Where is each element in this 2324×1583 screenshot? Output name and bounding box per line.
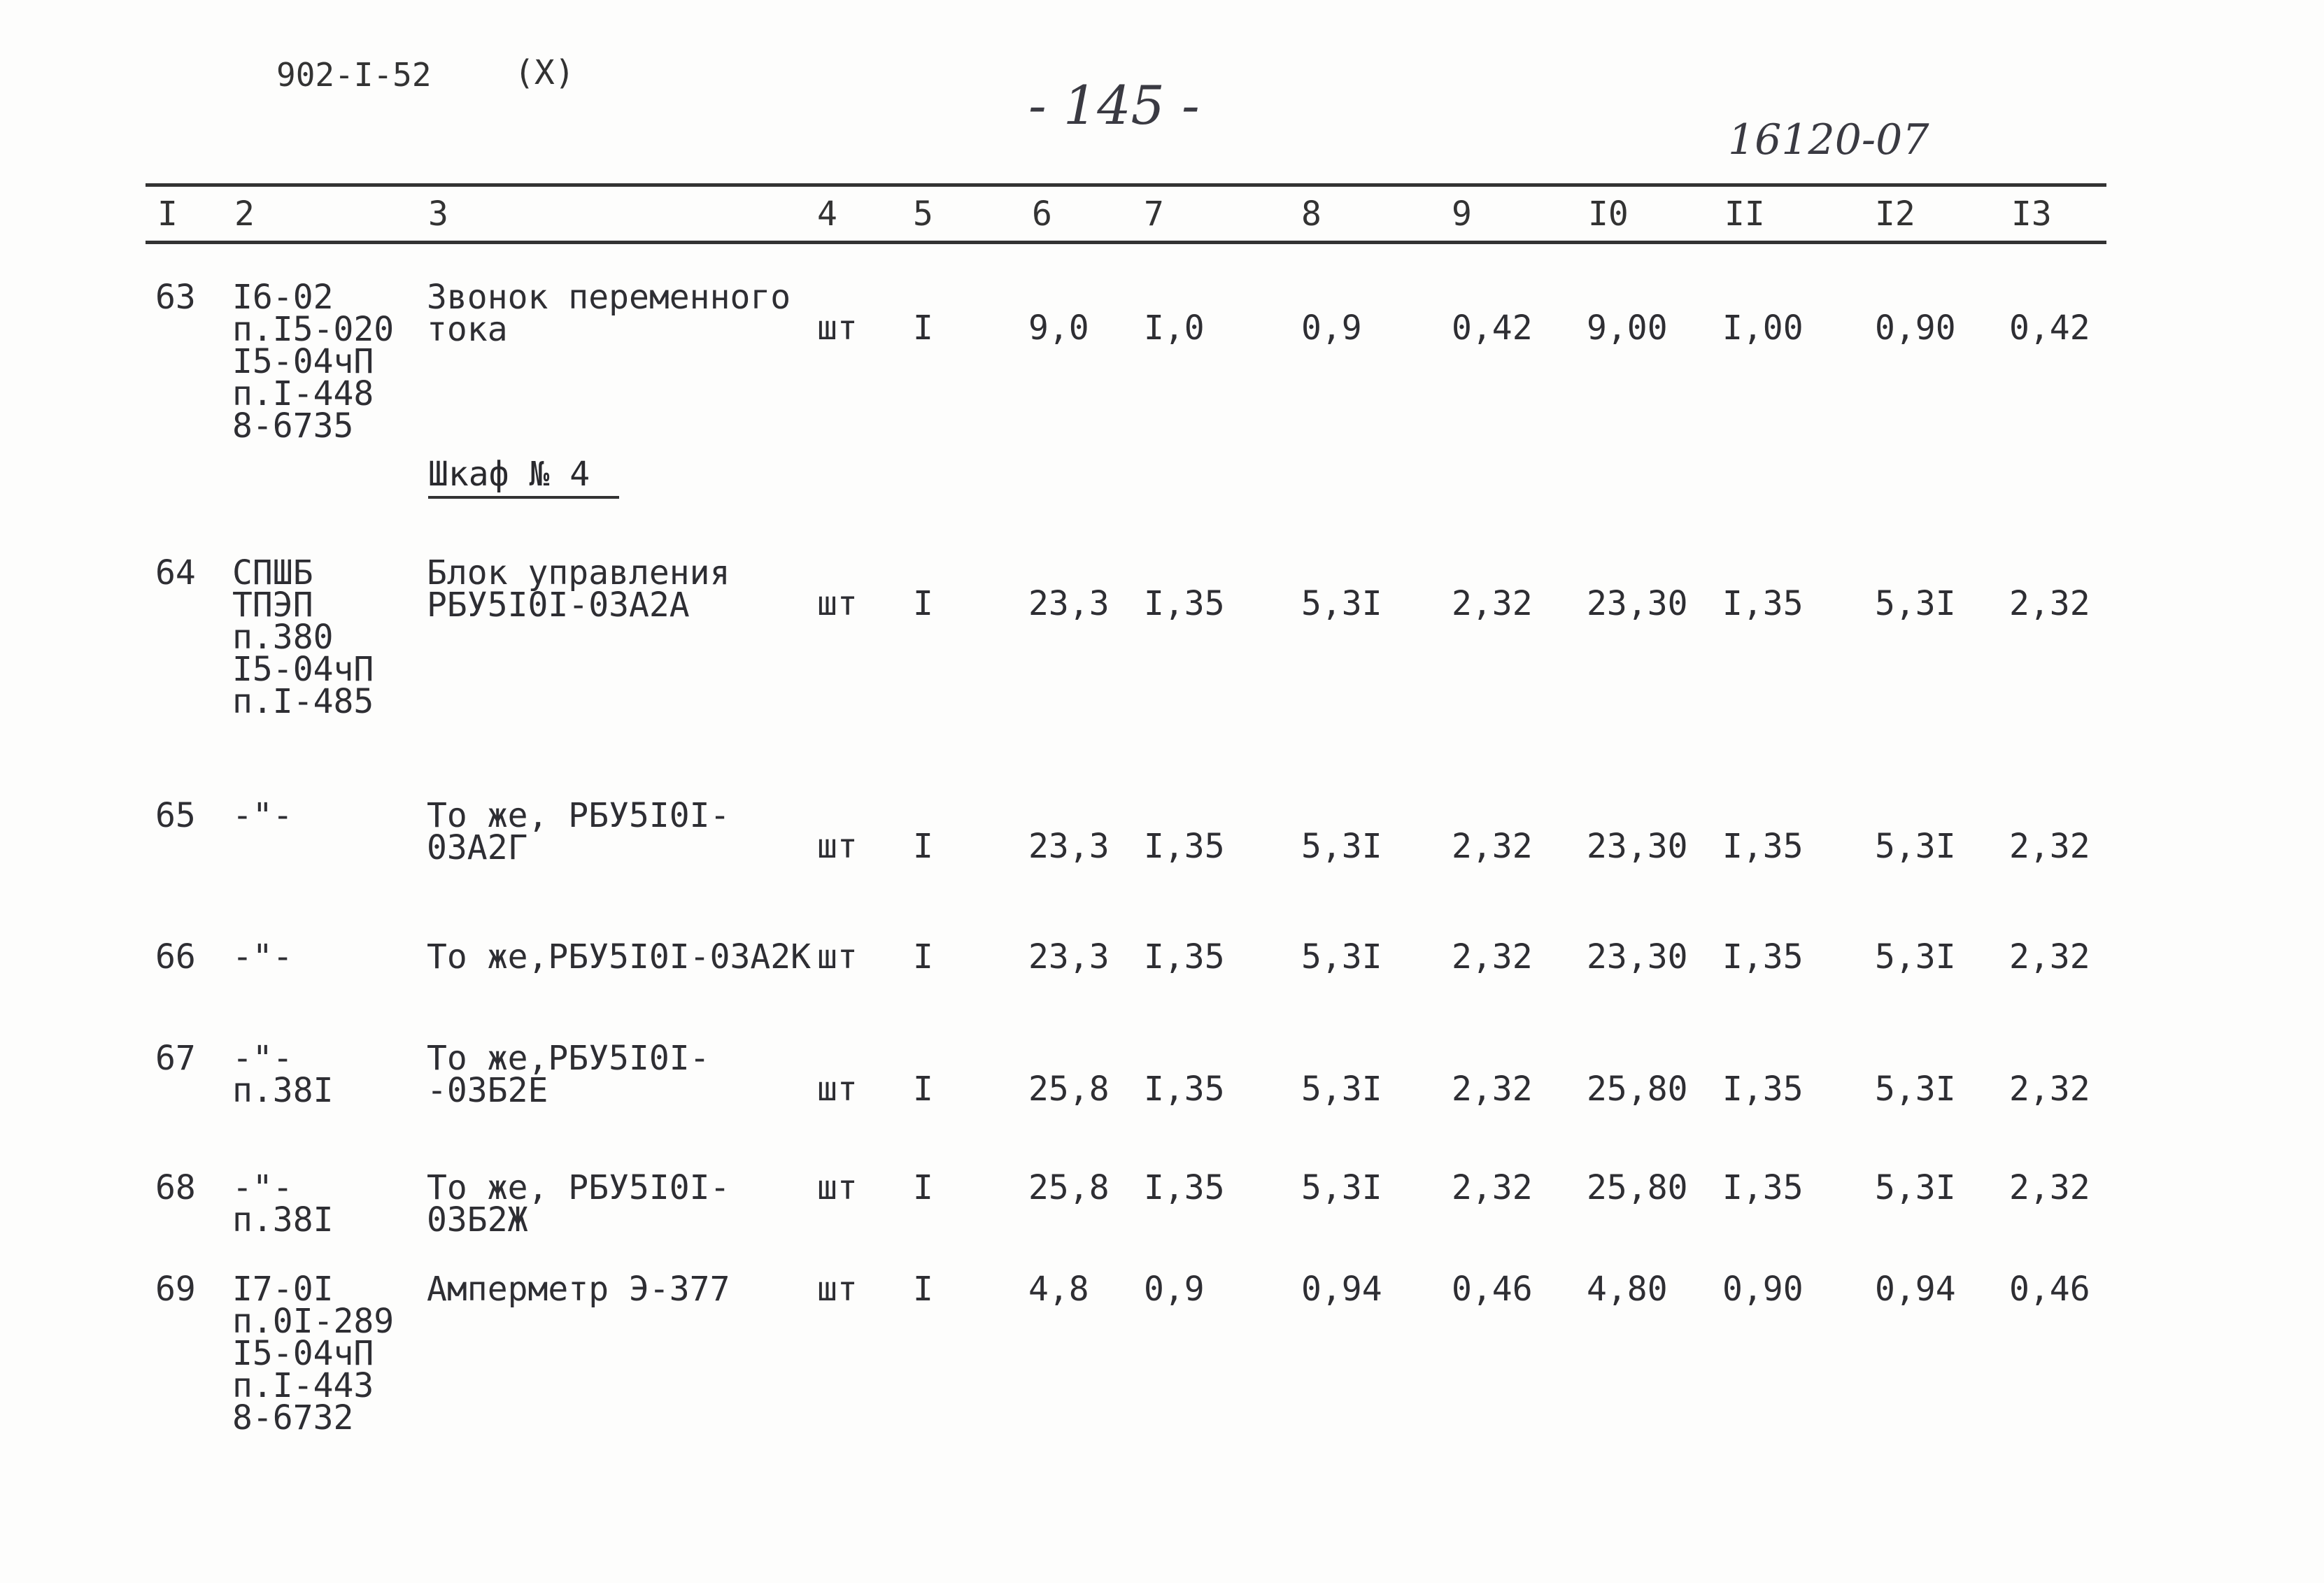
row-unit: шт — [817, 827, 858, 866]
row-name: То же,РБУ5I0I-03А2К — [427, 937, 812, 977]
row-col-13: 2,32 — [2009, 937, 2090, 977]
row-col-7: I,35 — [1144, 584, 1225, 623]
row-col-10: 4,80 — [1587, 1270, 1668, 1309]
row-unit: шт — [817, 584, 858, 623]
row-col-9: 2,32 — [1452, 827, 1533, 866]
row-col-13: 2,32 — [2009, 584, 2090, 623]
row-col-9: 0,46 — [1452, 1270, 1533, 1309]
column-header-9: 9 — [1452, 194, 1472, 234]
row-name: Звонок переменного тока — [427, 278, 791, 349]
row-col-11: I,00 — [1722, 308, 1804, 348]
row-col-9: 0,42 — [1452, 308, 1533, 348]
row-col-10: 25,80 — [1587, 1168, 1688, 1207]
column-header-12: I2 — [1875, 194, 1915, 234]
row-quantity: I — [913, 1270, 933, 1309]
section-title: Шкаф № 4 — [428, 458, 619, 499]
row-col-11: 0,90 — [1722, 1270, 1804, 1309]
row-col-13: 0,46 — [2009, 1270, 2090, 1309]
row-col-9: 2,32 — [1452, 937, 1533, 977]
reference-number: 16120-07 — [1728, 115, 1929, 164]
row-unit: шт — [817, 1168, 858, 1207]
column-header-13: I3 — [2011, 194, 2052, 234]
row-col-7: I,35 — [1144, 937, 1225, 977]
row-col-13: 2,32 — [2009, 1070, 2090, 1109]
row-col-6: 23,3 — [1028, 827, 1110, 866]
row-col-11: I,35 — [1722, 584, 1804, 623]
row-number: 66 — [155, 937, 196, 977]
table-header-rule — [146, 241, 2106, 244]
row-col-9: 2,32 — [1452, 1168, 1533, 1207]
column-header-2: 2 — [234, 194, 255, 234]
row-col-7: 0,9 — [1144, 1270, 1205, 1309]
row-col-8: 5,3I — [1301, 1168, 1382, 1207]
row-col-7: I,35 — [1144, 1168, 1225, 1207]
document-code: 902-I-52 — [276, 56, 432, 94]
row-number: 63 — [155, 278, 196, 317]
row-col-12: 5,3I — [1875, 584, 1956, 623]
row-unit: шт — [817, 308, 858, 348]
row-col-9: 2,32 — [1452, 1070, 1533, 1109]
row-col-13: 2,32 — [2009, 1168, 2090, 1207]
document-mark: (X) — [514, 53, 575, 92]
row-name: То же, РБУ5I0I- 03А2Г — [427, 796, 730, 867]
row-col-10: 25,80 — [1587, 1070, 1688, 1109]
column-header-8: 8 — [1301, 194, 1322, 234]
column-header-7: 7 — [1144, 194, 1164, 234]
row-col-8: 5,3I — [1301, 584, 1382, 623]
row-col-7: I,35 — [1144, 827, 1225, 866]
row-col-7: I,0 — [1144, 308, 1205, 348]
row-col-10: 23,30 — [1587, 827, 1688, 866]
row-name: То же, РБУ5I0I- 03Б2Ж — [427, 1168, 730, 1240]
column-header-1: I — [157, 194, 178, 234]
row-col-10: 9,00 — [1587, 308, 1668, 348]
row-number: 68 — [155, 1168, 196, 1207]
row-number: 65 — [155, 796, 196, 835]
row-unit: шт — [817, 937, 858, 977]
row-col-6: 25,8 — [1028, 1168, 1110, 1207]
row-number: 64 — [155, 553, 196, 592]
row-col-6: 4,8 — [1028, 1270, 1089, 1309]
row-col-8: 5,3I — [1301, 937, 1382, 977]
row-col-13: 2,32 — [2009, 827, 2090, 866]
row-unit: шт — [817, 1270, 858, 1309]
row-col-12: 5,3I — [1875, 1168, 1956, 1207]
row-col-10: 23,30 — [1587, 584, 1688, 623]
row-col-8: 0,94 — [1301, 1270, 1382, 1309]
row-quantity: I — [913, 937, 933, 977]
column-header-4: 4 — [817, 194, 837, 234]
row-reference: I6-02 п.I5-020 I5-04чП п.I-448 8-6735 — [232, 278, 395, 446]
row-col-6: 23,3 — [1028, 584, 1110, 623]
row-col-10: 23,30 — [1587, 937, 1688, 977]
row-col-12: 5,3I — [1875, 937, 1956, 977]
row-reference: I7-0I п.0I-289 I5-04чП п.I-443 8-6732 — [232, 1270, 395, 1438]
row-quantity: I — [913, 584, 933, 623]
row-quantity: I — [913, 1070, 933, 1109]
row-reference: -"- — [232, 796, 293, 835]
row-col-8: 0,9 — [1301, 308, 1362, 348]
row-quantity: I — [913, 827, 933, 866]
row-col-6: 9,0 — [1028, 308, 1089, 348]
row-name: Амперметр Э-377 — [427, 1270, 730, 1309]
column-header-6: 6 — [1032, 194, 1052, 234]
row-col-12: 0,94 — [1875, 1270, 1956, 1309]
row-col-9: 2,32 — [1452, 584, 1533, 623]
row-quantity: I — [913, 308, 933, 348]
row-number: 69 — [155, 1270, 196, 1309]
row-col-6: 25,8 — [1028, 1070, 1110, 1109]
row-col-11: I,35 — [1722, 1070, 1804, 1109]
row-reference: СПШБ ТПЭП п.380 I5-04чП п.I-485 — [232, 553, 374, 721]
row-col-6: 23,3 — [1028, 937, 1110, 977]
row-col-8: 5,3I — [1301, 1070, 1382, 1109]
column-header-11: II — [1724, 194, 1765, 234]
row-quantity: I — [913, 1168, 933, 1207]
row-number: 67 — [155, 1039, 196, 1078]
row-reference: -"- — [232, 937, 293, 977]
row-col-12: 5,3I — [1875, 1070, 1956, 1109]
row-reference: -"- п.38I — [232, 1039, 334, 1110]
row-col-13: 0,42 — [2009, 308, 2090, 348]
page-number: - 145 - — [1028, 74, 1200, 136]
row-col-7: I,35 — [1144, 1070, 1225, 1109]
column-header-10: I0 — [1588, 194, 1629, 234]
row-name: Блок управления РБУ5I0I-03А2А — [427, 553, 730, 625]
row-col-11: I,35 — [1722, 827, 1804, 866]
row-col-8: 5,3I — [1301, 827, 1382, 866]
row-reference: -"- п.38I — [232, 1168, 334, 1240]
row-unit: шт — [817, 1070, 858, 1109]
row-col-12: 5,3I — [1875, 827, 1956, 866]
column-header-5: 5 — [913, 194, 933, 234]
column-header-3: 3 — [428, 194, 448, 234]
row-col-11: I,35 — [1722, 937, 1804, 977]
row-col-11: I,35 — [1722, 1168, 1804, 1207]
table-top-rule — [146, 183, 2106, 187]
row-col-12: 0,90 — [1875, 308, 1956, 348]
row-name: То же,РБУ5I0I- -03Б2Е — [427, 1039, 710, 1110]
